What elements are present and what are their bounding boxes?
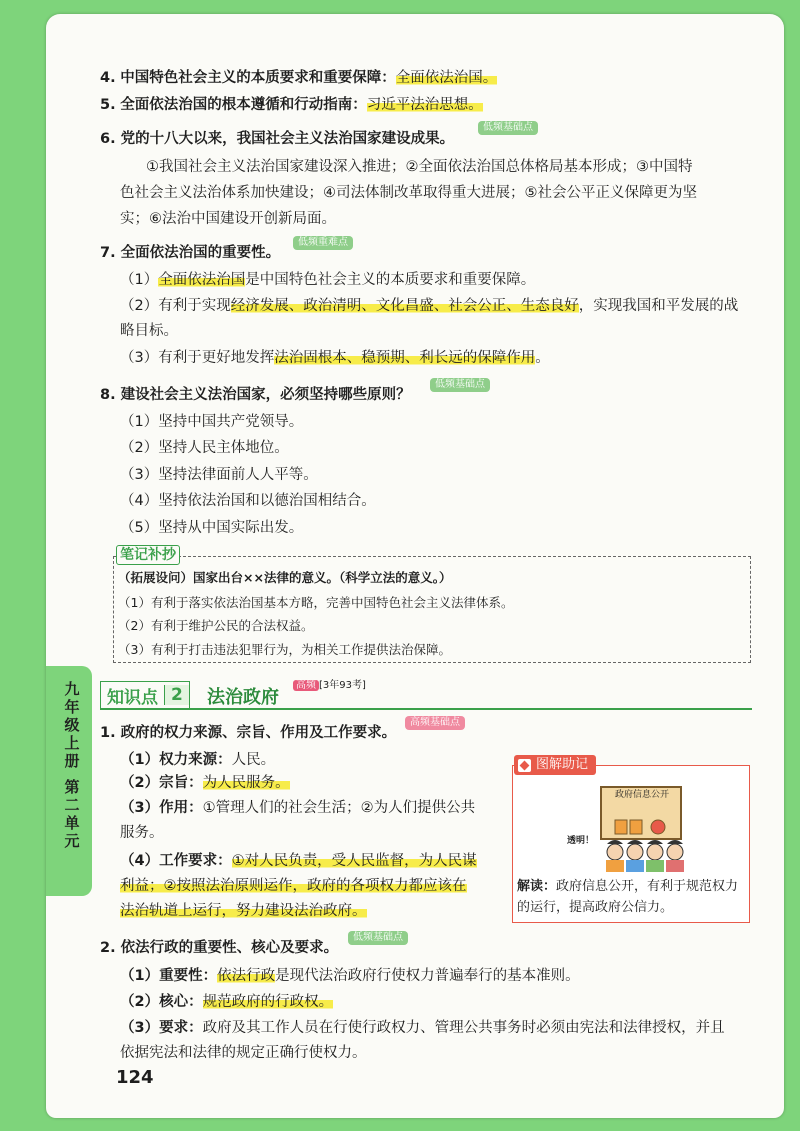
item-4: 4. 中国特色社会主义的本质要求和重要保障：全面依法治国。 — [100, 70, 498, 86]
note-line: （3）有利于打击违法犯罪行为，为相关工作提供法治保障。 — [118, 642, 451, 657]
sec-1-heading: 1. 政府的权力来源、宗旨、作用及工作要求。 — [100, 725, 397, 741]
government-role-cont: 服务。 — [120, 825, 164, 841]
exam-frequency: 高频 [3年93考] — [293, 679, 366, 692]
page-number: 124 — [116, 1067, 154, 1088]
frequency-tag: 低频基础点 — [348, 931, 408, 945]
requirements-cont: 依据宪法和法律的规定正确行使权力。 — [120, 1045, 367, 1061]
importance: （1）重要性：依法行政是现代法治政府行使权力普遍奉行的基本准则。 — [120, 968, 580, 984]
item-7-heading: 7. 全面依法治国的重要性。 — [100, 245, 281, 261]
item-7-point-3: （3）有利于更好地发挥法治固根本、稳预期、利长远的保障作用。 — [120, 350, 550, 366]
core: （2）核心：规范政府的行政权。 — [120, 994, 334, 1010]
principle-4: （4）坚持依法治国和以德治国相结合。 — [120, 493, 376, 509]
note-line: （1）有利于落实依法治国基本方略，完善中国特色社会主义法律体系。 — [118, 595, 514, 610]
item-7-point-1: （1）全面依法治国是中国特色社会主义的本质要求和重要保障。 — [120, 272, 536, 288]
principle-3: （3）坚持法律面前人人平等。 — [120, 467, 318, 483]
principle-5: （5）坚持从中国实际出发。 — [120, 520, 304, 536]
principle-2: （2）坚持人民主体地位。 — [120, 440, 289, 456]
item-7-point-2: （2）有利于实现经济发展、政治清明、文化昌盛、社会公正、生态良好，实现我国和平发展的战 — [120, 298, 739, 314]
item-6-heading: 6. 党的十八大以来，我国社会主义法治国家建设成果。 — [100, 131, 455, 147]
requirements: （3）要求：政府及其工作人员在行使行政权力、管理公共事务时必须由宪法和法律授权，并且 — [120, 1020, 725, 1036]
knowledge-point-badge: 知识点 2 — [100, 681, 190, 709]
note-line: （拓展设问）国家出台××法律的意义。（科学立法的意义。） — [118, 570, 452, 585]
note-line: （2）有利于维护公民的合法权益。 — [118, 618, 314, 633]
government-aim: （2）宗旨：为人民服务。 — [120, 775, 290, 791]
work-requirements-cont: 法治轨道上运行，努力建设法治政府。 — [120, 903, 367, 919]
note-title: 笔记补抄 — [116, 545, 180, 565]
item-7-point-2-cont: 略目标。 — [120, 323, 178, 339]
pencil-icon — [518, 759, 531, 772]
illustration-caption: 解读：政府信息公开，有利于规范权力 — [517, 879, 739, 894]
work-requirements-cont: 利益；②按照法治原则运作，政府的各项权力都应该在 — [120, 878, 467, 894]
item-6-line-1: ①我国社会主义法治国家建设深入推进；②全面依法治国总体格局基本形成；③中国特 — [146, 159, 693, 175]
section-rule — [100, 708, 752, 710]
illustration-header: 图解助记 — [514, 755, 596, 775]
power-source: （1）权力来源：人民。 — [120, 752, 276, 768]
government-role: （3）作用：①管理人们的社会生活；②为人们提供公共 — [120, 800, 476, 816]
unit-label: 第二单元 — [64, 778, 80, 850]
principle-1: （1）坚持中国共产党领导。 — [120, 414, 304, 430]
item-8-heading: 8. 建设社会主义法治国家，必须坚持哪些原则？ — [100, 387, 411, 403]
work-requirements: （4）工作要求：①对人民负责，受人民监督，为人民谋 — [120, 853, 477, 869]
sec-2-heading: 2. 依法行政的重要性、核心及要求。 — [100, 940, 339, 956]
item-5: 5. 全面依法治国的根本遵循和行动指南：习近平法治思想。 — [100, 97, 483, 113]
frequency-tag: 高频基础点 — [405, 716, 465, 730]
board-label: 政府信息公开 — [614, 790, 669, 800]
item-6-line-2: 色社会主义法治体系加快建设；④司法体制改革取得重大进展；⑤社会公平正义保障更为坚 — [120, 185, 697, 201]
speech-text: 透明！ — [567, 836, 595, 846]
section-title: 法治政府 — [207, 687, 279, 708]
frequency-tag: 低频重难点 — [293, 236, 353, 250]
item-6-line-3: 实；⑥法治中国建设开创新局面。 — [120, 211, 336, 227]
grade-label: 九年级上册 — [64, 680, 80, 770]
frequency-tag: 低频基础点 — [478, 121, 538, 135]
frequency-tag: 低频基础点 — [430, 378, 490, 392]
illustration-caption-cont: 的运行，提高政府公信力。 — [517, 900, 674, 915]
